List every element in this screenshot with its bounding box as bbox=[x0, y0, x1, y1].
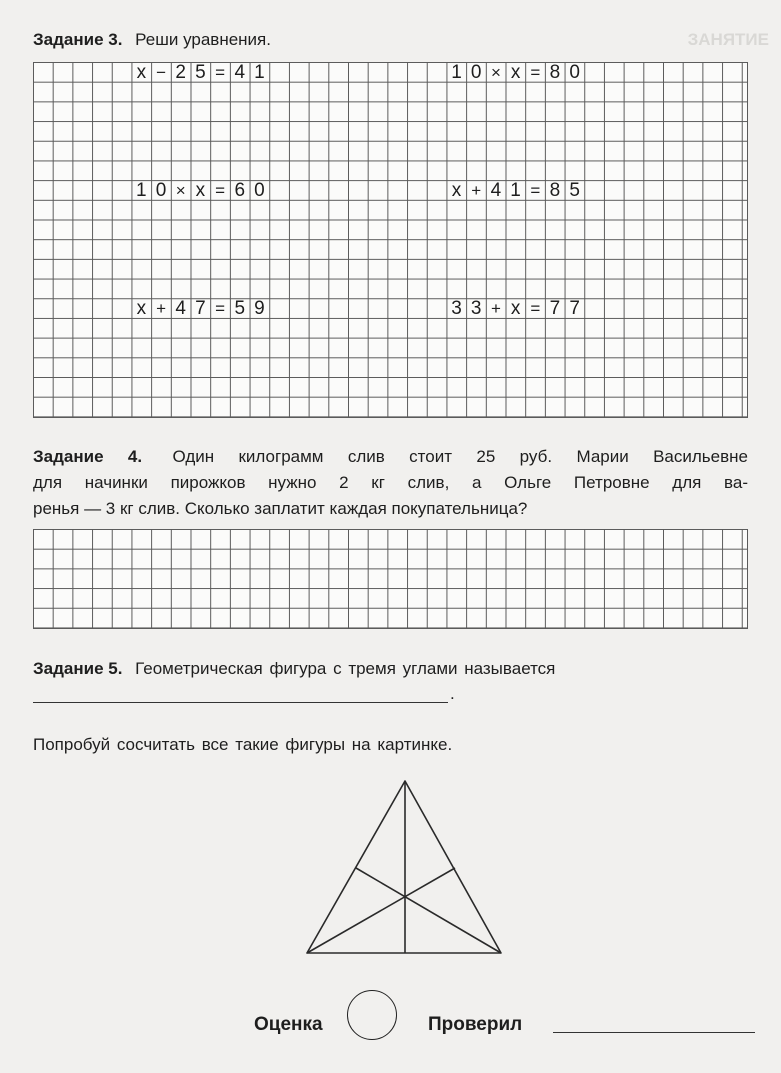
eq-cell: 0 bbox=[470, 62, 482, 83]
eq-cell: + bbox=[471, 181, 482, 201]
eq-cell: x bbox=[510, 62, 521, 83]
eq-cell: 0 bbox=[569, 62, 580, 83]
eq-cell: x bbox=[510, 298, 521, 320]
eq-cell: 7 bbox=[569, 298, 580, 320]
equation-6 bbox=[447, 298, 585, 318]
grade-circle[interactable] bbox=[347, 990, 397, 1040]
equation-2 bbox=[447, 62, 585, 82]
eq-cell: x bbox=[136, 62, 147, 83]
eq-cell: = bbox=[215, 299, 226, 319]
eq-cell: 1 bbox=[451, 62, 462, 83]
eq-cell: 9 bbox=[254, 298, 265, 320]
task4-text bbox=[33, 444, 748, 522]
eq-cell: × bbox=[175, 181, 186, 201]
eq-cell: x bbox=[136, 298, 147, 320]
eq-cell: 7 bbox=[195, 298, 206, 320]
task5-prompt: Попробуй сосчитать все такие фигуры на картинке. bbox=[33, 735, 453, 754]
eq-cell: 1 bbox=[254, 62, 265, 83]
eq-cell: = bbox=[530, 299, 541, 319]
task3-answer-grid[interactable] bbox=[33, 62, 748, 418]
task4-line-2: для начинки пирожков нужно 2 кг слив, а Ольге Петровне для ва- bbox=[33, 473, 748, 492]
eq-cell: 4 bbox=[490, 180, 502, 202]
eq-cell: x bbox=[195, 180, 206, 202]
eq-cell: − bbox=[156, 63, 166, 82]
eq-cell: 5 bbox=[569, 180, 580, 202]
eq-cell: + bbox=[490, 299, 501, 319]
eq-cell: 6 bbox=[234, 180, 246, 202]
task4-line-1: Один килограмм слив стоит 25 руб. Марии Васильевне bbox=[172, 447, 748, 466]
checked-signature-line[interactable] bbox=[553, 1032, 755, 1033]
eq-cell: x bbox=[451, 180, 462, 202]
task5-text: Геометрическая фигура с тремя углами называется bbox=[135, 659, 556, 678]
eq-cell: = bbox=[530, 63, 541, 82]
equation-1 bbox=[132, 62, 270, 82]
task4-answer-grid[interactable] bbox=[33, 529, 748, 629]
checked-label: Проверил bbox=[428, 1014, 523, 1035]
task3-label: Задание 3. bbox=[33, 30, 123, 49]
median-from-left bbox=[307, 868, 455, 953]
task5-label: Задание 5. bbox=[33, 659, 123, 678]
eq-cell: 8 bbox=[549, 180, 561, 202]
outer-triangle bbox=[307, 781, 501, 953]
eq-cell: + bbox=[156, 299, 166, 319]
eq-cell: 0 bbox=[155, 180, 167, 202]
bleed-through-text: ЗАНЯТИЕ bbox=[687, 30, 769, 49]
eq-cell: = bbox=[530, 181, 541, 201]
eq-cell: = bbox=[215, 181, 226, 201]
eq-cell: 3 bbox=[451, 298, 462, 320]
eq-cell: = bbox=[215, 63, 226, 82]
grade-label: Оценка bbox=[254, 1014, 323, 1035]
eq-cell: 8 bbox=[549, 62, 561, 83]
eq-cell: 4 bbox=[234, 62, 246, 83]
eq-cell: × bbox=[490, 63, 501, 82]
eq-cell: 2 bbox=[175, 62, 186, 83]
task3-title bbox=[33, 27, 271, 53]
task4-line-3: ренья — 3 кг слив. Сколько заплатит каждая покупательница? bbox=[33, 499, 528, 518]
eq-cell: 1 bbox=[136, 180, 147, 202]
task3-text: Реши уравнения. bbox=[135, 30, 271, 49]
equation-5 bbox=[132, 298, 270, 318]
eq-cell: 4 bbox=[175, 298, 186, 320]
eq-cell: 0 bbox=[254, 180, 265, 202]
eq-cell: 7 bbox=[549, 298, 561, 320]
equation-3 bbox=[132, 180, 270, 200]
equation-4 bbox=[447, 180, 585, 200]
eq-cell: 5 bbox=[234, 298, 246, 320]
eq-cell: 1 bbox=[510, 180, 521, 202]
eq-cell: 5 bbox=[195, 62, 206, 83]
task5-title bbox=[33, 656, 555, 682]
eq-cell: 3 bbox=[470, 298, 482, 320]
task5-line-end: . bbox=[450, 684, 455, 703]
median-from-right bbox=[356, 868, 501, 953]
task4-label: Задание 4. bbox=[33, 447, 143, 466]
task5-answer-line[interactable] bbox=[33, 702, 448, 703]
